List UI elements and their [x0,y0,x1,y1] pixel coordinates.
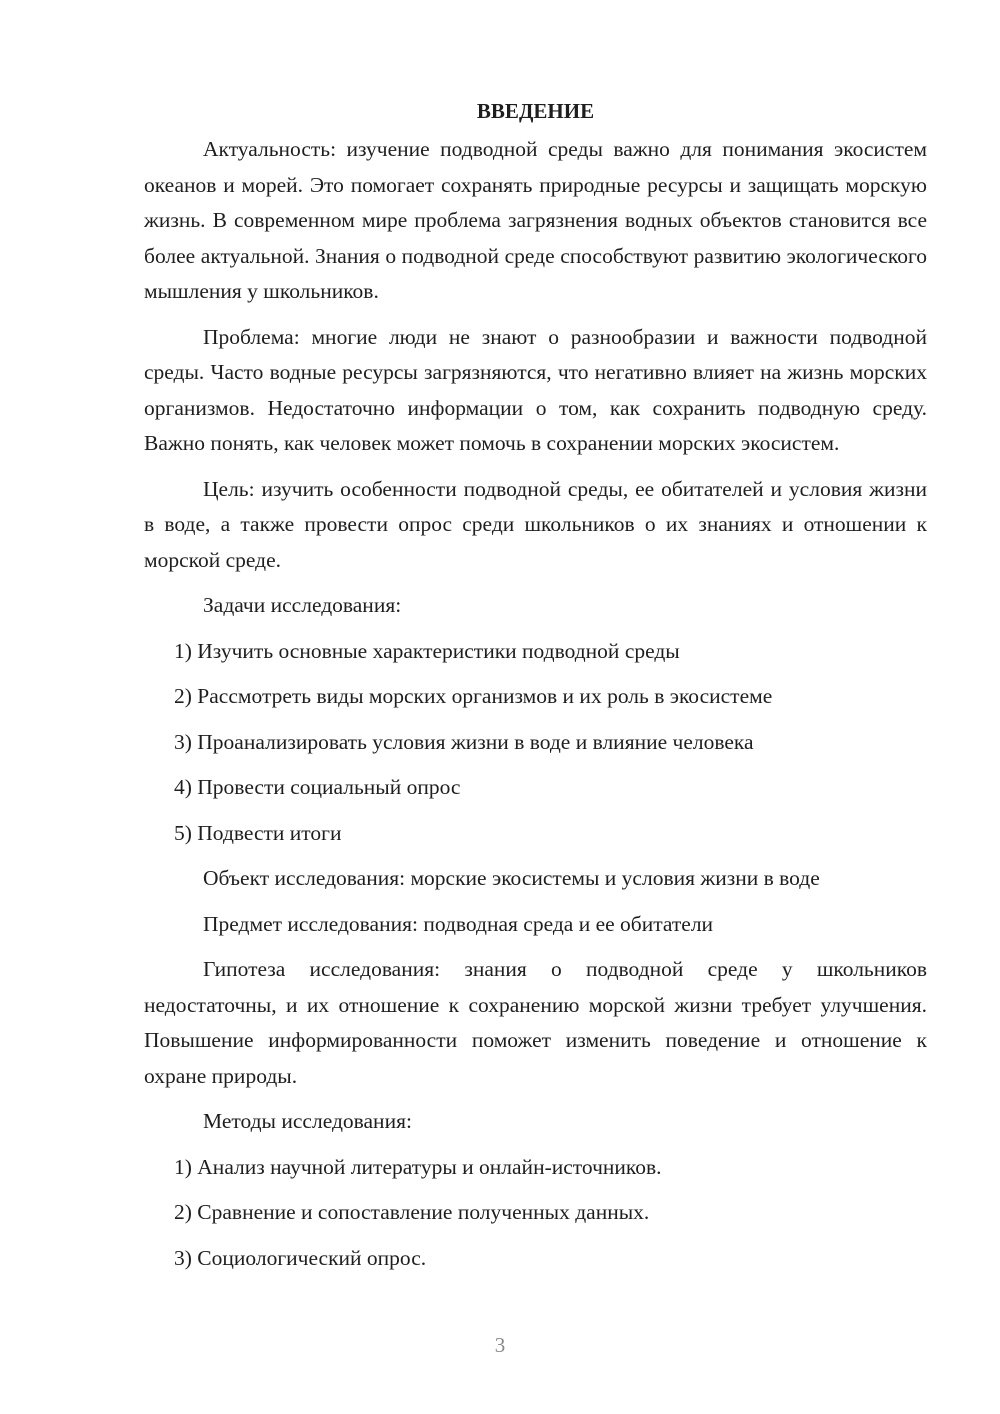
methods-heading: Методы исследования: [203,1109,412,1133]
list-item: 3) Проанализировать условия жизни в воде и влияние человека [174,729,754,754]
list-item: 3) Социологический опрос. [174,1245,427,1270]
research-object: Объект исследования: морские экосистемы и условия жизни в воде [203,866,820,890]
page-number: 3 [494,1333,506,1357]
list-item: 1) Анализ научной литературы и онлайн-источников. [174,1154,662,1179]
list-item: 2) Рассмотреть виды морских организмов и их роль в экосистеме [174,684,773,708]
tasks-heading: Задачи исследования: [203,593,402,617]
document-page [144,96,927,1286]
page-title: ВВЕДЕНИЕ [476,99,595,123]
hypothesis-paragraph: Гипотеза исследования: знания о подводной среде у школьников недостаточны, и их отношение к сохранению морской жизни требует улучшения. Повышение информированности поможет изменить поведение и отношение к охране природы. [144,957,927,1088]
research-subject: Предмет исследования: подводная среда и ее обитатели [203,911,714,936]
list-item: 1) Изучить основные характеристики подводной среды [174,638,680,663]
methods-list [144,1150,927,1277]
list-item: 4) Провести социальный опрос [174,775,461,799]
tasks-list [144,634,927,852]
problem-paragraph: Проблема: многие люди не знают о разнообразии и важности подводной среды. Часто водные ресурсы загрязняются, что негативно влияет на жизнь морских организмов. Недостаточно информации о том, как сохранить подводную среду. Важно понять, как человек может помочь в сохранении морских экосистем. [144,324,927,455]
goal-paragraph: Цель: изучить особенности подводной среды, ее обитателей и условия жизни в воде, а также провести опрос среди школьников о их знаниях и отношении к морской среде. [144,476,927,572]
list-item: 2) Сравнение и сопоставление полученных данных. [174,1200,650,1224]
list-item: 5) Подвести итоги [174,820,342,845]
relevance-paragraph: Актуальность: изучение подводной среды важно для понимания экосистем океанов и морей. Это помогает сохранять природные ресурсы и защищать морскую жизнь. В современном мире проблема загрязнения водных объектов становится все более актуальной. Знания о подводной среде способствуют развитию экологического мышления у школьников. [144,137,927,303]
